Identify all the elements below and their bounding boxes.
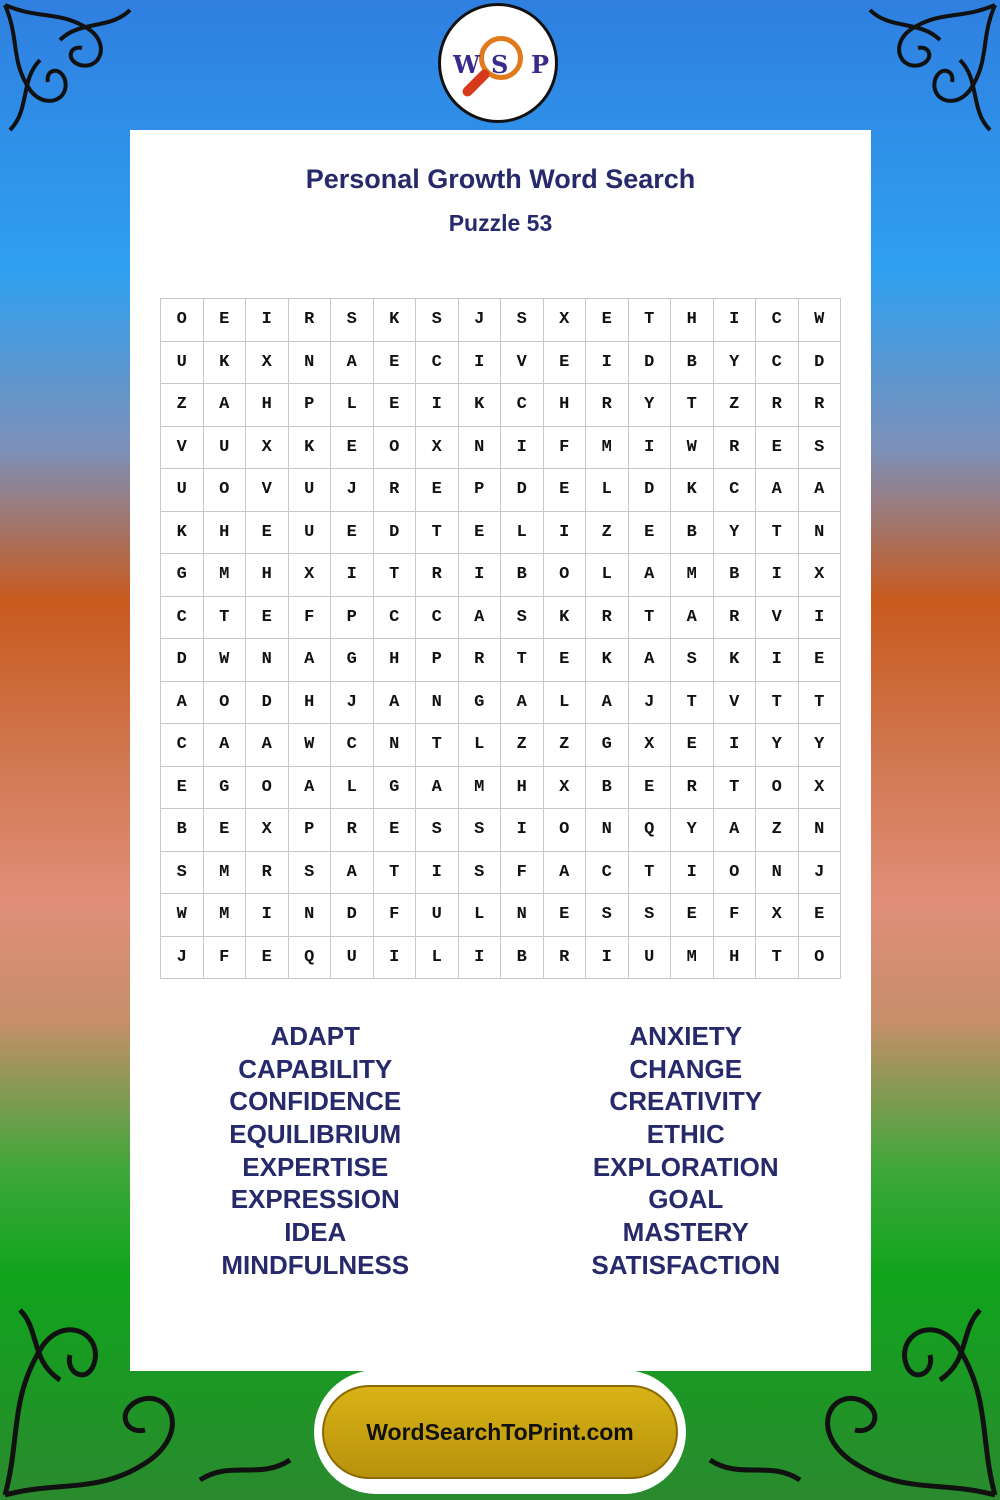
grid-cell[interactable]: E xyxy=(756,427,799,470)
word-list-item: SATISFACTION xyxy=(591,1249,781,1280)
grid-cell[interactable]: U xyxy=(161,342,204,385)
grid-cell[interactable]: L xyxy=(331,384,374,427)
grid-cell[interactable]: T xyxy=(671,384,714,427)
grid-cell[interactable]: E xyxy=(586,299,629,342)
grid-cell[interactable]: G xyxy=(459,682,502,725)
grid-cell[interactable]: T xyxy=(756,682,799,725)
grid-cell[interactable]: N xyxy=(586,809,629,852)
grid-cell[interactable]: I xyxy=(459,937,502,980)
grid-cell[interactable]: A xyxy=(629,639,672,682)
grid-cell[interactable]: E xyxy=(416,469,459,512)
grid-cell[interactable]: O xyxy=(756,767,799,810)
grid-cell[interactable]: R xyxy=(714,597,757,640)
corner-flourish-top-right xyxy=(850,0,1000,150)
word-list-item: MASTERY xyxy=(622,1217,749,1248)
grid-cell[interactable]: I xyxy=(544,512,587,555)
grid-cell[interactable]: T xyxy=(204,597,247,640)
grid-cell[interactable]: F xyxy=(204,937,247,980)
grid-cell[interactable]: J xyxy=(161,937,204,980)
grid-cell[interactable]: A xyxy=(671,597,714,640)
grid-cell[interactable]: E xyxy=(331,427,374,470)
grid-cell[interactable]: M xyxy=(586,427,629,470)
grid-cell[interactable]: H xyxy=(246,554,289,597)
word-list-item: ETHIC xyxy=(646,1119,725,1150)
grid-cell[interactable]: A xyxy=(161,682,204,725)
grid-cell[interactable]: X xyxy=(544,299,587,342)
word-list-item: EXPERTISE xyxy=(242,1151,389,1182)
grid-cell[interactable]: E xyxy=(544,469,587,512)
grid-cell[interactable]: R xyxy=(459,639,502,682)
grid-cell[interactable]: D xyxy=(799,342,842,385)
grid-cell[interactable]: G xyxy=(331,639,374,682)
grid-cell[interactable]: Y xyxy=(629,384,672,427)
grid-cell[interactable]: S xyxy=(501,299,544,342)
grid-cell[interactable]: H xyxy=(289,682,332,725)
grid-cell[interactable]: P xyxy=(416,639,459,682)
grid-cell[interactable]: C xyxy=(416,597,459,640)
grid-cell[interactable]: A xyxy=(331,342,374,385)
grid-cell[interactable]: U xyxy=(416,894,459,937)
grid-cell[interactable]: E xyxy=(374,384,417,427)
grid-cell[interactable]: N xyxy=(416,682,459,725)
grid-cell[interactable]: B xyxy=(161,809,204,852)
grid-cell[interactable]: A xyxy=(204,724,247,767)
grid-cell[interactable]: T xyxy=(756,512,799,555)
grid-cell[interactable]: B xyxy=(671,512,714,555)
grid-cell[interactable]: L xyxy=(459,894,502,937)
grid-cell[interactable]: V xyxy=(756,597,799,640)
grid-cell[interactable]: E xyxy=(246,597,289,640)
grid-cell[interactable]: A xyxy=(289,767,332,810)
grid-cell[interactable]: X xyxy=(289,554,332,597)
grid-cell[interactable]: K xyxy=(459,384,502,427)
grid-cell[interactable]: O xyxy=(544,809,587,852)
grid-cell[interactable]: F xyxy=(501,852,544,895)
grid-cell[interactable]: A xyxy=(799,469,842,512)
grid-cell[interactable]: E xyxy=(544,894,587,937)
grid-cell[interactable]: C xyxy=(756,299,799,342)
logo-letter-s: S xyxy=(491,50,509,79)
grid-cell[interactable]: A xyxy=(501,682,544,725)
grid-cell[interactable]: M xyxy=(671,937,714,980)
grid-cell[interactable]: S xyxy=(331,299,374,342)
grid-cell[interactable]: R xyxy=(586,384,629,427)
grid-cell[interactable]: C xyxy=(161,724,204,767)
grid-cell[interactable]: X xyxy=(246,342,289,385)
grid-cell[interactable]: I xyxy=(756,554,799,597)
grid-cell[interactable]: M xyxy=(204,554,247,597)
grid-cell[interactable]: F xyxy=(544,427,587,470)
grid-cell[interactable]: Y xyxy=(671,809,714,852)
grid-cell[interactable]: T xyxy=(416,724,459,767)
grid-cell[interactable]: T xyxy=(629,597,672,640)
grid-cell[interactable]: D xyxy=(501,469,544,512)
grid-cell[interactable]: Q xyxy=(289,937,332,980)
grid-cell[interactable]: R xyxy=(331,809,374,852)
grid-cell[interactable]: T xyxy=(756,937,799,980)
word-list-item: MINDFULNESS xyxy=(221,1249,410,1280)
grid-cell[interactable]: C xyxy=(714,469,757,512)
grid-cell[interactable]: N xyxy=(289,894,332,937)
grid-cell[interactable]: E xyxy=(671,894,714,937)
grid-cell[interactable]: O xyxy=(204,469,247,512)
grid-cell[interactable]: C xyxy=(331,724,374,767)
grid-cell[interactable]: L xyxy=(586,469,629,512)
grid-cell[interactable]: N xyxy=(289,342,332,385)
grid-cell[interactable]: U xyxy=(204,427,247,470)
grid-cell[interactable]: D xyxy=(629,342,672,385)
grid-cell[interactable]: P xyxy=(459,469,502,512)
grid-cell[interactable]: Z xyxy=(714,384,757,427)
grid-cell[interactable]: T xyxy=(671,682,714,725)
grid-cell[interactable]: K xyxy=(714,639,757,682)
grid-cell[interactable]: Y xyxy=(799,724,842,767)
grid-cell[interactable]: R xyxy=(799,384,842,427)
grid-cell[interactable]: E xyxy=(629,767,672,810)
grid-cell[interactable]: I xyxy=(246,299,289,342)
grid-cell[interactable]: Y xyxy=(756,724,799,767)
word-list-item: CREATIVITY xyxy=(609,1086,763,1117)
grid-cell[interactable]: A xyxy=(714,809,757,852)
grid-cell[interactable]: E xyxy=(544,342,587,385)
grid-cell[interactable]: A xyxy=(246,724,289,767)
grid-cell[interactable]: X xyxy=(799,767,842,810)
grid-cell[interactable]: L xyxy=(459,724,502,767)
grid-cell[interactable]: S xyxy=(501,597,544,640)
grid-cell[interactable]: K xyxy=(374,299,417,342)
grid-cell[interactable]: I xyxy=(246,894,289,937)
grid-cell[interactable]: N xyxy=(459,427,502,470)
grid-cell[interactable]: D xyxy=(246,682,289,725)
grid-cell[interactable]: M xyxy=(204,894,247,937)
grid-cell[interactable]: H xyxy=(671,299,714,342)
grid-cell[interactable]: Z xyxy=(586,512,629,555)
grid-cell[interactable]: T xyxy=(501,639,544,682)
grid-cell[interactable]: E xyxy=(374,809,417,852)
puzzle-number: Puzzle 53 xyxy=(448,210,553,236)
grid-cell[interactable]: J xyxy=(331,682,374,725)
grid-cell[interactable]: Z xyxy=(501,724,544,767)
grid-cell[interactable]: H xyxy=(714,937,757,980)
grid-cell[interactable]: K xyxy=(161,512,204,555)
grid-cell[interactable]: O xyxy=(246,767,289,810)
grid-cell[interactable]: C xyxy=(756,342,799,385)
grid-cell[interactable]: G xyxy=(204,767,247,810)
grid-cell[interactable]: E xyxy=(629,512,672,555)
grid-cell[interactable]: H xyxy=(544,384,587,427)
grid-cell[interactable]: U xyxy=(331,937,374,980)
corner-flourish-top-left xyxy=(0,0,150,150)
grid-cell[interactable]: D xyxy=(374,512,417,555)
grid-cell[interactable]: W xyxy=(799,299,842,342)
grid-cell[interactable]: I xyxy=(714,724,757,767)
grid-cell[interactable]: U xyxy=(289,469,332,512)
grid-cell[interactable]: B xyxy=(586,767,629,810)
grid-cell[interactable]: G xyxy=(586,724,629,767)
grid-cell[interactable]: I xyxy=(586,342,629,385)
grid-cell[interactable]: A xyxy=(416,767,459,810)
grid-cell[interactable]: L xyxy=(544,682,587,725)
word-list-item: EXPRESSION xyxy=(230,1184,400,1215)
puzzle-card xyxy=(130,130,871,1371)
grid-cell[interactable]: I xyxy=(501,427,544,470)
grid-cell[interactable]: V xyxy=(714,682,757,725)
word-list-item: EQUILIBRIUM xyxy=(229,1119,402,1150)
grid-cell[interactable]: I xyxy=(586,937,629,980)
grid-cell[interactable]: X xyxy=(416,427,459,470)
grid-cell[interactable]: A xyxy=(331,852,374,895)
word-list xyxy=(130,1020,871,1282)
grid-cell[interactable]: R xyxy=(756,384,799,427)
grid-cell[interactable]: V xyxy=(501,342,544,385)
grid-cell[interactable]: C xyxy=(501,384,544,427)
grid-cell[interactable]: F xyxy=(714,894,757,937)
grid-cell[interactable]: S xyxy=(416,299,459,342)
grid-cell[interactable]: Z xyxy=(756,809,799,852)
grid-cell[interactable]: T xyxy=(629,299,672,342)
grid-cell[interactable]: M xyxy=(671,554,714,597)
grid-cell[interactable]: G xyxy=(161,554,204,597)
grid-cell[interactable]: W xyxy=(204,639,247,682)
grid-cell[interactable]: H xyxy=(204,512,247,555)
grid-cell[interactable]: N xyxy=(501,894,544,937)
grid-cell[interactable]: O xyxy=(714,852,757,895)
grid-cell[interactable]: I xyxy=(501,809,544,852)
grid-cell[interactable]: E xyxy=(671,724,714,767)
word-list-item: CAPABILITY xyxy=(238,1053,393,1084)
grid-cell[interactable]: S xyxy=(289,852,332,895)
grid-cell[interactable]: E xyxy=(246,512,289,555)
grid-cell[interactable]: A xyxy=(374,682,417,725)
word-list-item: CONFIDENCE xyxy=(229,1086,402,1117)
grid-cell[interactable]: F xyxy=(374,894,417,937)
puzzle-title: Personal Growth Word Search xyxy=(305,164,696,194)
grid-cell[interactable]: B xyxy=(714,554,757,597)
grid-cell[interactable]: K xyxy=(204,342,247,385)
word-list-item: CHANGE xyxy=(629,1053,743,1084)
grid-cell[interactable]: Q xyxy=(629,809,672,852)
grid-cell[interactable]: C xyxy=(586,852,629,895)
grid-cell[interactable]: R xyxy=(289,299,332,342)
grid-cell[interactable]: W xyxy=(671,427,714,470)
grid-cell[interactable]: L xyxy=(501,512,544,555)
grid-cell[interactable]: O xyxy=(799,937,842,980)
grid-cell[interactable]: I xyxy=(416,852,459,895)
grid-cell[interactable]: S xyxy=(459,809,502,852)
grid-cell[interactable]: W xyxy=(161,894,204,937)
grid-cell[interactable]: I xyxy=(459,342,502,385)
grid-cell[interactable]: I xyxy=(374,937,417,980)
grid-cell[interactable]: D xyxy=(331,894,374,937)
logo-letter-w: W xyxy=(453,50,480,79)
wsp-logo xyxy=(438,3,558,123)
grid-cell[interactable]: A xyxy=(629,554,672,597)
grid-cell[interactable]: K xyxy=(544,597,587,640)
grid-cell[interactable]: R xyxy=(671,767,714,810)
grid-cell[interactable]: H xyxy=(374,639,417,682)
grid-cell[interactable]: I xyxy=(459,554,502,597)
site-link-button[interactable]: WordSearchToPrint.com xyxy=(322,1385,678,1479)
grid-cell[interactable]: U xyxy=(161,469,204,512)
grid-cell[interactable]: B xyxy=(671,342,714,385)
grid-cell[interactable]: J xyxy=(799,852,842,895)
grid-cell[interactable]: T xyxy=(714,767,757,810)
grid-cell[interactable]: K xyxy=(671,469,714,512)
grid-cell[interactable]: B xyxy=(501,554,544,597)
grid-cell[interactable]: O xyxy=(544,554,587,597)
grid-cell[interactable]: Z xyxy=(544,724,587,767)
grid-cell[interactable]: L xyxy=(586,554,629,597)
grid-cell[interactable]: J xyxy=(629,682,672,725)
grid-cell[interactable]: C xyxy=(161,597,204,640)
grid-cell[interactable]: N xyxy=(799,809,842,852)
grid-cell[interactable]: E xyxy=(204,809,247,852)
grid-cell[interactable]: E xyxy=(161,767,204,810)
grid-cell[interactable]: P xyxy=(289,809,332,852)
grid-cell[interactable]: A xyxy=(544,852,587,895)
grid-cell[interactable]: W xyxy=(289,724,332,767)
grid-cell[interactable]: N xyxy=(756,852,799,895)
grid-cell[interactable]: I xyxy=(799,597,842,640)
grid-cell[interactable]: A xyxy=(204,384,247,427)
grid-cell[interactable]: M xyxy=(459,767,502,810)
word-list-item: EXPLORATION xyxy=(592,1151,779,1182)
grid-cell[interactable]: E xyxy=(331,512,374,555)
grid-cell[interactable]: P xyxy=(289,384,332,427)
grid-cell[interactable]: D xyxy=(161,639,204,682)
word-list-item: ADAPT xyxy=(270,1021,361,1051)
grid-cell[interactable]: K xyxy=(586,639,629,682)
grid-cell[interactable]: I xyxy=(756,639,799,682)
grid-cell[interactable]: A xyxy=(756,469,799,512)
grid-cell[interactable]: E xyxy=(459,512,502,555)
grid-cell[interactable]: X xyxy=(629,724,672,767)
grid-cell[interactable]: T xyxy=(416,512,459,555)
grid-cell[interactable]: R xyxy=(416,554,459,597)
grid-cell[interactable]: O xyxy=(374,427,417,470)
grid-cell[interactable]: R xyxy=(714,427,757,470)
grid-cell[interactable]: E xyxy=(374,342,417,385)
grid-cell[interactable]: S xyxy=(161,852,204,895)
grid-cell[interactable]: Y xyxy=(714,512,757,555)
grid-cell[interactable]: H xyxy=(246,384,289,427)
grid-cell[interactable]: N xyxy=(799,512,842,555)
grid-cell[interactable]: O xyxy=(161,299,204,342)
grid-cell[interactable]: Z xyxy=(161,384,204,427)
grid-cell[interactable]: E xyxy=(544,639,587,682)
grid-cell[interactable]: C xyxy=(416,342,459,385)
grid-cell[interactable]: Y xyxy=(714,342,757,385)
grid-cell[interactable]: N xyxy=(374,724,417,767)
grid-cell[interactable]: R xyxy=(374,469,417,512)
grid-cell[interactable]: A xyxy=(289,639,332,682)
grid-cell[interactable]: S xyxy=(799,427,842,470)
grid-cell[interactable]: M xyxy=(204,852,247,895)
word-list-item: GOAL xyxy=(648,1184,724,1215)
grid-cell[interactable]: X xyxy=(544,767,587,810)
grid-cell[interactable]: S xyxy=(629,894,672,937)
grid-cell[interactable]: A xyxy=(459,597,502,640)
grid-cell[interactable]: U xyxy=(629,937,672,980)
grid-cell[interactable]: L xyxy=(416,937,459,980)
word-list-item: ANXIETY xyxy=(629,1021,743,1051)
grid-cell[interactable]: I xyxy=(671,852,714,895)
grid-cell[interactable]: T xyxy=(629,852,672,895)
grid-cell[interactable]: X xyxy=(246,427,289,470)
grid-cell[interactable]: V xyxy=(161,427,204,470)
grid-cell[interactable]: I xyxy=(629,427,672,470)
grid-cell[interactable]: E xyxy=(799,639,842,682)
grid-cell[interactable]: D xyxy=(629,469,672,512)
grid-cell[interactable]: J xyxy=(331,469,374,512)
grid-cell[interactable]: R xyxy=(246,852,289,895)
grid-cell[interactable]: U xyxy=(289,512,332,555)
letter-grid xyxy=(160,298,841,979)
grid-cell[interactable]: R xyxy=(544,937,587,980)
logo-letter-p: P xyxy=(531,50,550,79)
grid-cell[interactable]: X xyxy=(246,809,289,852)
grid-cell[interactable]: I xyxy=(331,554,374,597)
grid-cell[interactable]: X xyxy=(756,894,799,937)
grid-cell[interactable]: T xyxy=(374,554,417,597)
grid-cell[interactable]: S xyxy=(459,852,502,895)
grid-cell[interactable]: P xyxy=(331,597,374,640)
grid-cell[interactable]: S xyxy=(416,809,459,852)
grid-cell[interactable]: I xyxy=(714,299,757,342)
grid-cell[interactable]: V xyxy=(246,469,289,512)
grid-cell[interactable]: F xyxy=(289,597,332,640)
grid-cell[interactable]: L xyxy=(331,767,374,810)
grid-cell[interactable]: J xyxy=(459,299,502,342)
grid-cell[interactable]: T xyxy=(374,852,417,895)
grid-cell[interactable]: G xyxy=(374,767,417,810)
grid-cell[interactable]: S xyxy=(586,894,629,937)
grid-cell[interactable]: K xyxy=(289,427,332,470)
grid-cell[interactable]: R xyxy=(586,597,629,640)
grid-cell[interactable]: I xyxy=(416,384,459,427)
grid-cell[interactable]: E xyxy=(799,894,842,937)
grid-cell[interactable]: S xyxy=(671,639,714,682)
grid-cell[interactable]: H xyxy=(501,767,544,810)
word-list-item: IDEA xyxy=(284,1217,347,1248)
grid-cell[interactable]: T xyxy=(799,682,842,725)
grid-cell[interactable]: X xyxy=(799,554,842,597)
grid-cell[interactable]: E xyxy=(204,299,247,342)
grid-cell[interactable]: A xyxy=(586,682,629,725)
grid-cell[interactable]: E xyxy=(246,937,289,980)
grid-cell[interactable]: B xyxy=(501,937,544,980)
grid-cell[interactable]: O xyxy=(204,682,247,725)
grid-cell[interactable]: N xyxy=(246,639,289,682)
grid-cell[interactable]: C xyxy=(374,597,417,640)
